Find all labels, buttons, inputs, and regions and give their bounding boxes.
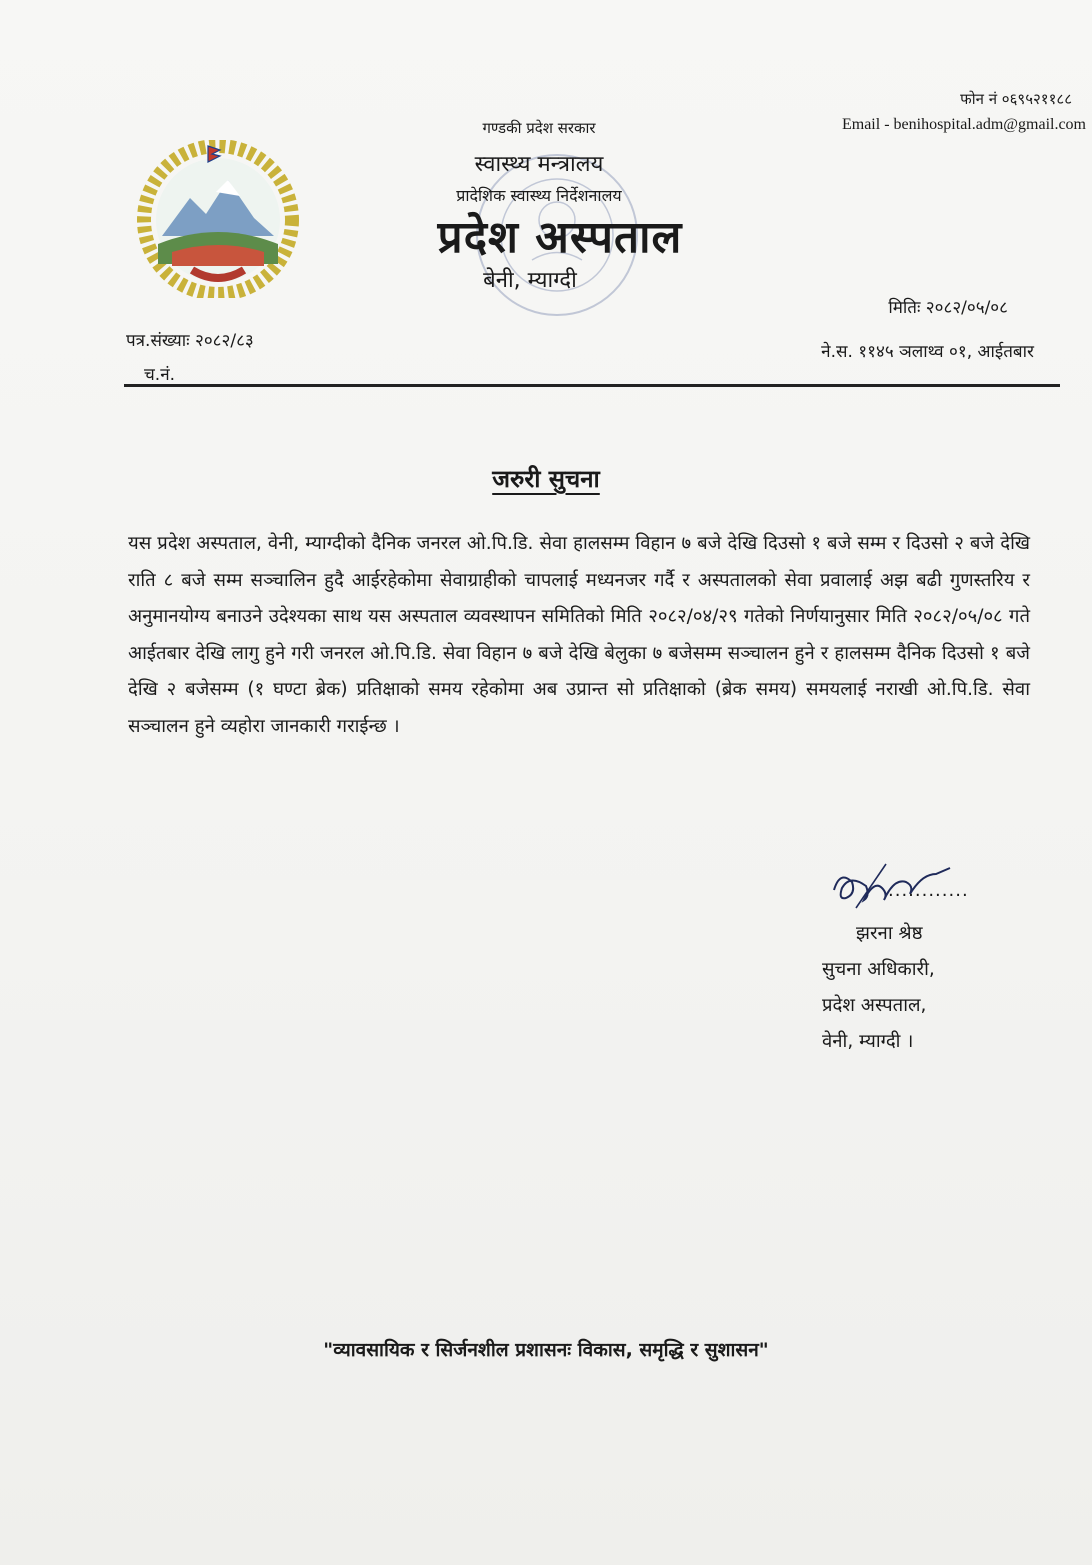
- directorate-name: प्रादेशिक स्वास्थ्य निर्देशनालय: [456, 186, 622, 205]
- hospital-location: बेनी, म्याग्दी: [483, 268, 577, 293]
- phone-number: फोन नं ०६९५२११८८: [960, 90, 1072, 108]
- email-address: Email - benihospital.adm@gmail.com: [841, 116, 1086, 133]
- letter-date: मितिः २०८२/०५/०८: [888, 298, 1008, 318]
- nepal-emblem-icon: [132, 140, 304, 298]
- notice-title: [0, 462, 1092, 495]
- notice-body: यस प्रदेश अस्पताल, वेनी, म्याग्दीको दैनिक जनरल ओ.पि.डि. सेवा हालसम्म विहान ७ बजे देखि दिउसो १ बजे सम्म र दिउसो २ बजे देखि राति ८ बजे सम्म सञ्चालिन हुदै आईरहेकोमा सेवाग्राहीको चापलाई मध्यनजर गर्दै र अस्पतालको सेवा प्रवालाई अझ बढी गुणस्तरिय र अनुमानयोग्य बनाउने उदेश्यका साथ यस अस्पताल व्यवस्थापन समितिको मिति २०८२/०४/२९ गतेको निर्णयानुसार मिति २०८२/०५/०८ गते आईतबार देखि लागु हुने गरी जनरल ओ.पि.डि. सेवा विहान ७ बजे देखि बेलुका ७ बजेसम्म सञ्चालन हुने र हालसम्म दैनिक दिउसो १ बजे देखि २ बजेसम्म (१ घण्टा ब्रेक) प्रतिक्षाको समय रहेकोमा अब उप्रान्त सो प्रतिक्षाको (ब्रेक समय) समयलाई नराखी ओ.पि.डि. सेवा सञ्चालन हुने व्यहोरा जानकारी गराईन्छ ।: [128, 533, 1030, 737]
- signatory-designation: सुचना अधिकारी,: [822, 959, 935, 980]
- signatory-place: वेनी, म्याग्दी ।: [822, 1031, 914, 1052]
- reference-block: [126, 324, 254, 392]
- signature-line: ............: [888, 880, 969, 901]
- header-divider: [124, 384, 1060, 387]
- ministry-name: स्वास्थ्य मन्त्रालय: [474, 152, 604, 177]
- dispatch-number: च.नं.: [144, 365, 176, 385]
- signatory-office: प्रदेश अस्पताल,: [822, 995, 927, 1016]
- notice-title-text: जरुरी सुचना: [492, 465, 600, 493]
- contact-block: [842, 86, 1086, 138]
- letterhead: [390, 118, 730, 294]
- government-name: गण्डकी प्रदेश सरकार: [482, 119, 596, 137]
- date-block: [821, 286, 1034, 374]
- signatory-block: [822, 916, 935, 1060]
- nepal-sambat-date: ने.स. ११४५ ञलाथ्व ०१, आईतबार: [821, 342, 1034, 362]
- signatory-name: झरना श्रेष्ठ: [856, 923, 923, 944]
- letter-number: पत्र.संख्याः २०८२/८३: [126, 331, 254, 351]
- footer-motto: "व्यावसायिक र सिर्जनशील प्रशासनः विकास, समृद्धि र सुशासन": [323, 1339, 769, 1361]
- hospital-name: प्रदेश अस्पताल: [437, 212, 683, 263]
